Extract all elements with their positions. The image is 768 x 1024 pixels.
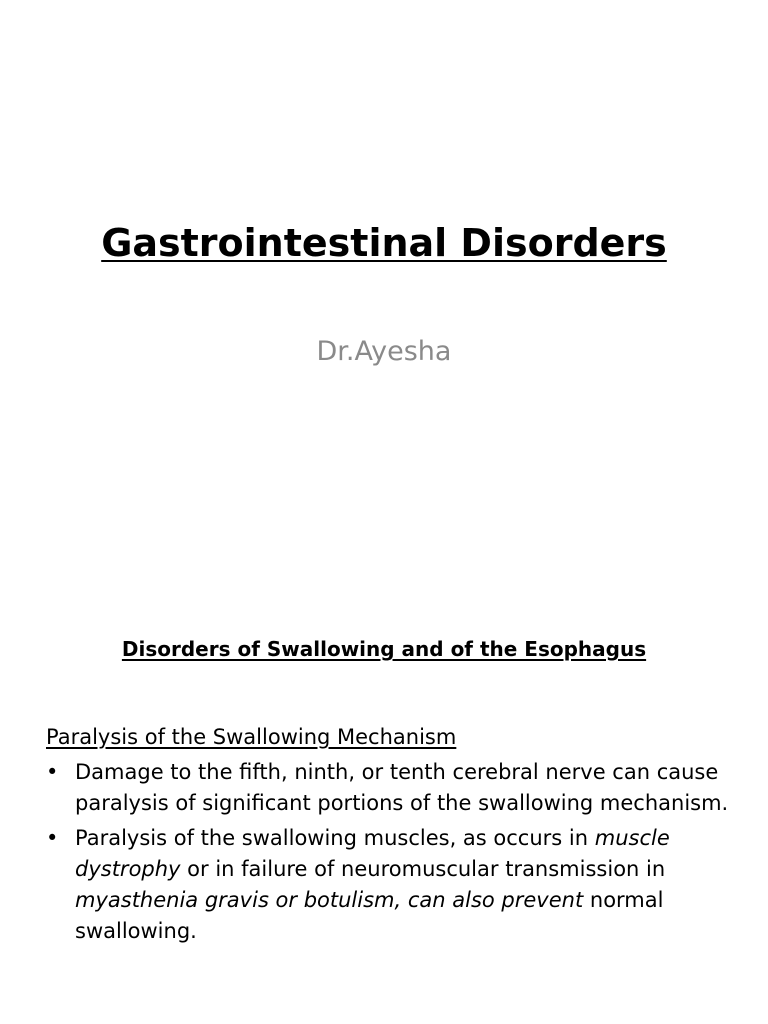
content-slide — [0, 576, 768, 1024]
sub-heading: Paralysis of the Swallowing Mechanism — [46, 725, 457, 749]
bullet-text-part: Paralysis of the swallowing muscles, as occurs in — [75, 826, 595, 850]
slide-title: Disorders of Swallowing and of the Esophagus — [121, 637, 647, 661]
bullet-text-part: or in failure of neuromuscular transmission in — [180, 857, 666, 881]
bullet-text — [75, 826, 670, 943]
bullet-item — [46, 757, 736, 819]
presenter-name: Dr.Ayesha — [316, 336, 452, 367]
slide-body — [46, 722, 736, 951]
presentation-title: Gastrointestinal Disorders — [101, 221, 667, 265]
bullet-text-part: normal swallowing. — [75, 888, 664, 943]
bullet-text: Damage to the fifth, ninth, or tenth cerebral nerve can cause paralysis of significant portions of the swallowing mechanism. — [75, 760, 729, 815]
bullet-item — [46, 823, 736, 947]
bullet-icon: • — [46, 826, 59, 850]
bullet-text-italic: myasthenia gravis or botulism, can also prevent — [75, 888, 584, 912]
bullet-text-italic: muscle dystrophy — [75, 826, 670, 881]
bullet-list — [46, 757, 736, 947]
bullet-icon: • — [46, 760, 59, 784]
